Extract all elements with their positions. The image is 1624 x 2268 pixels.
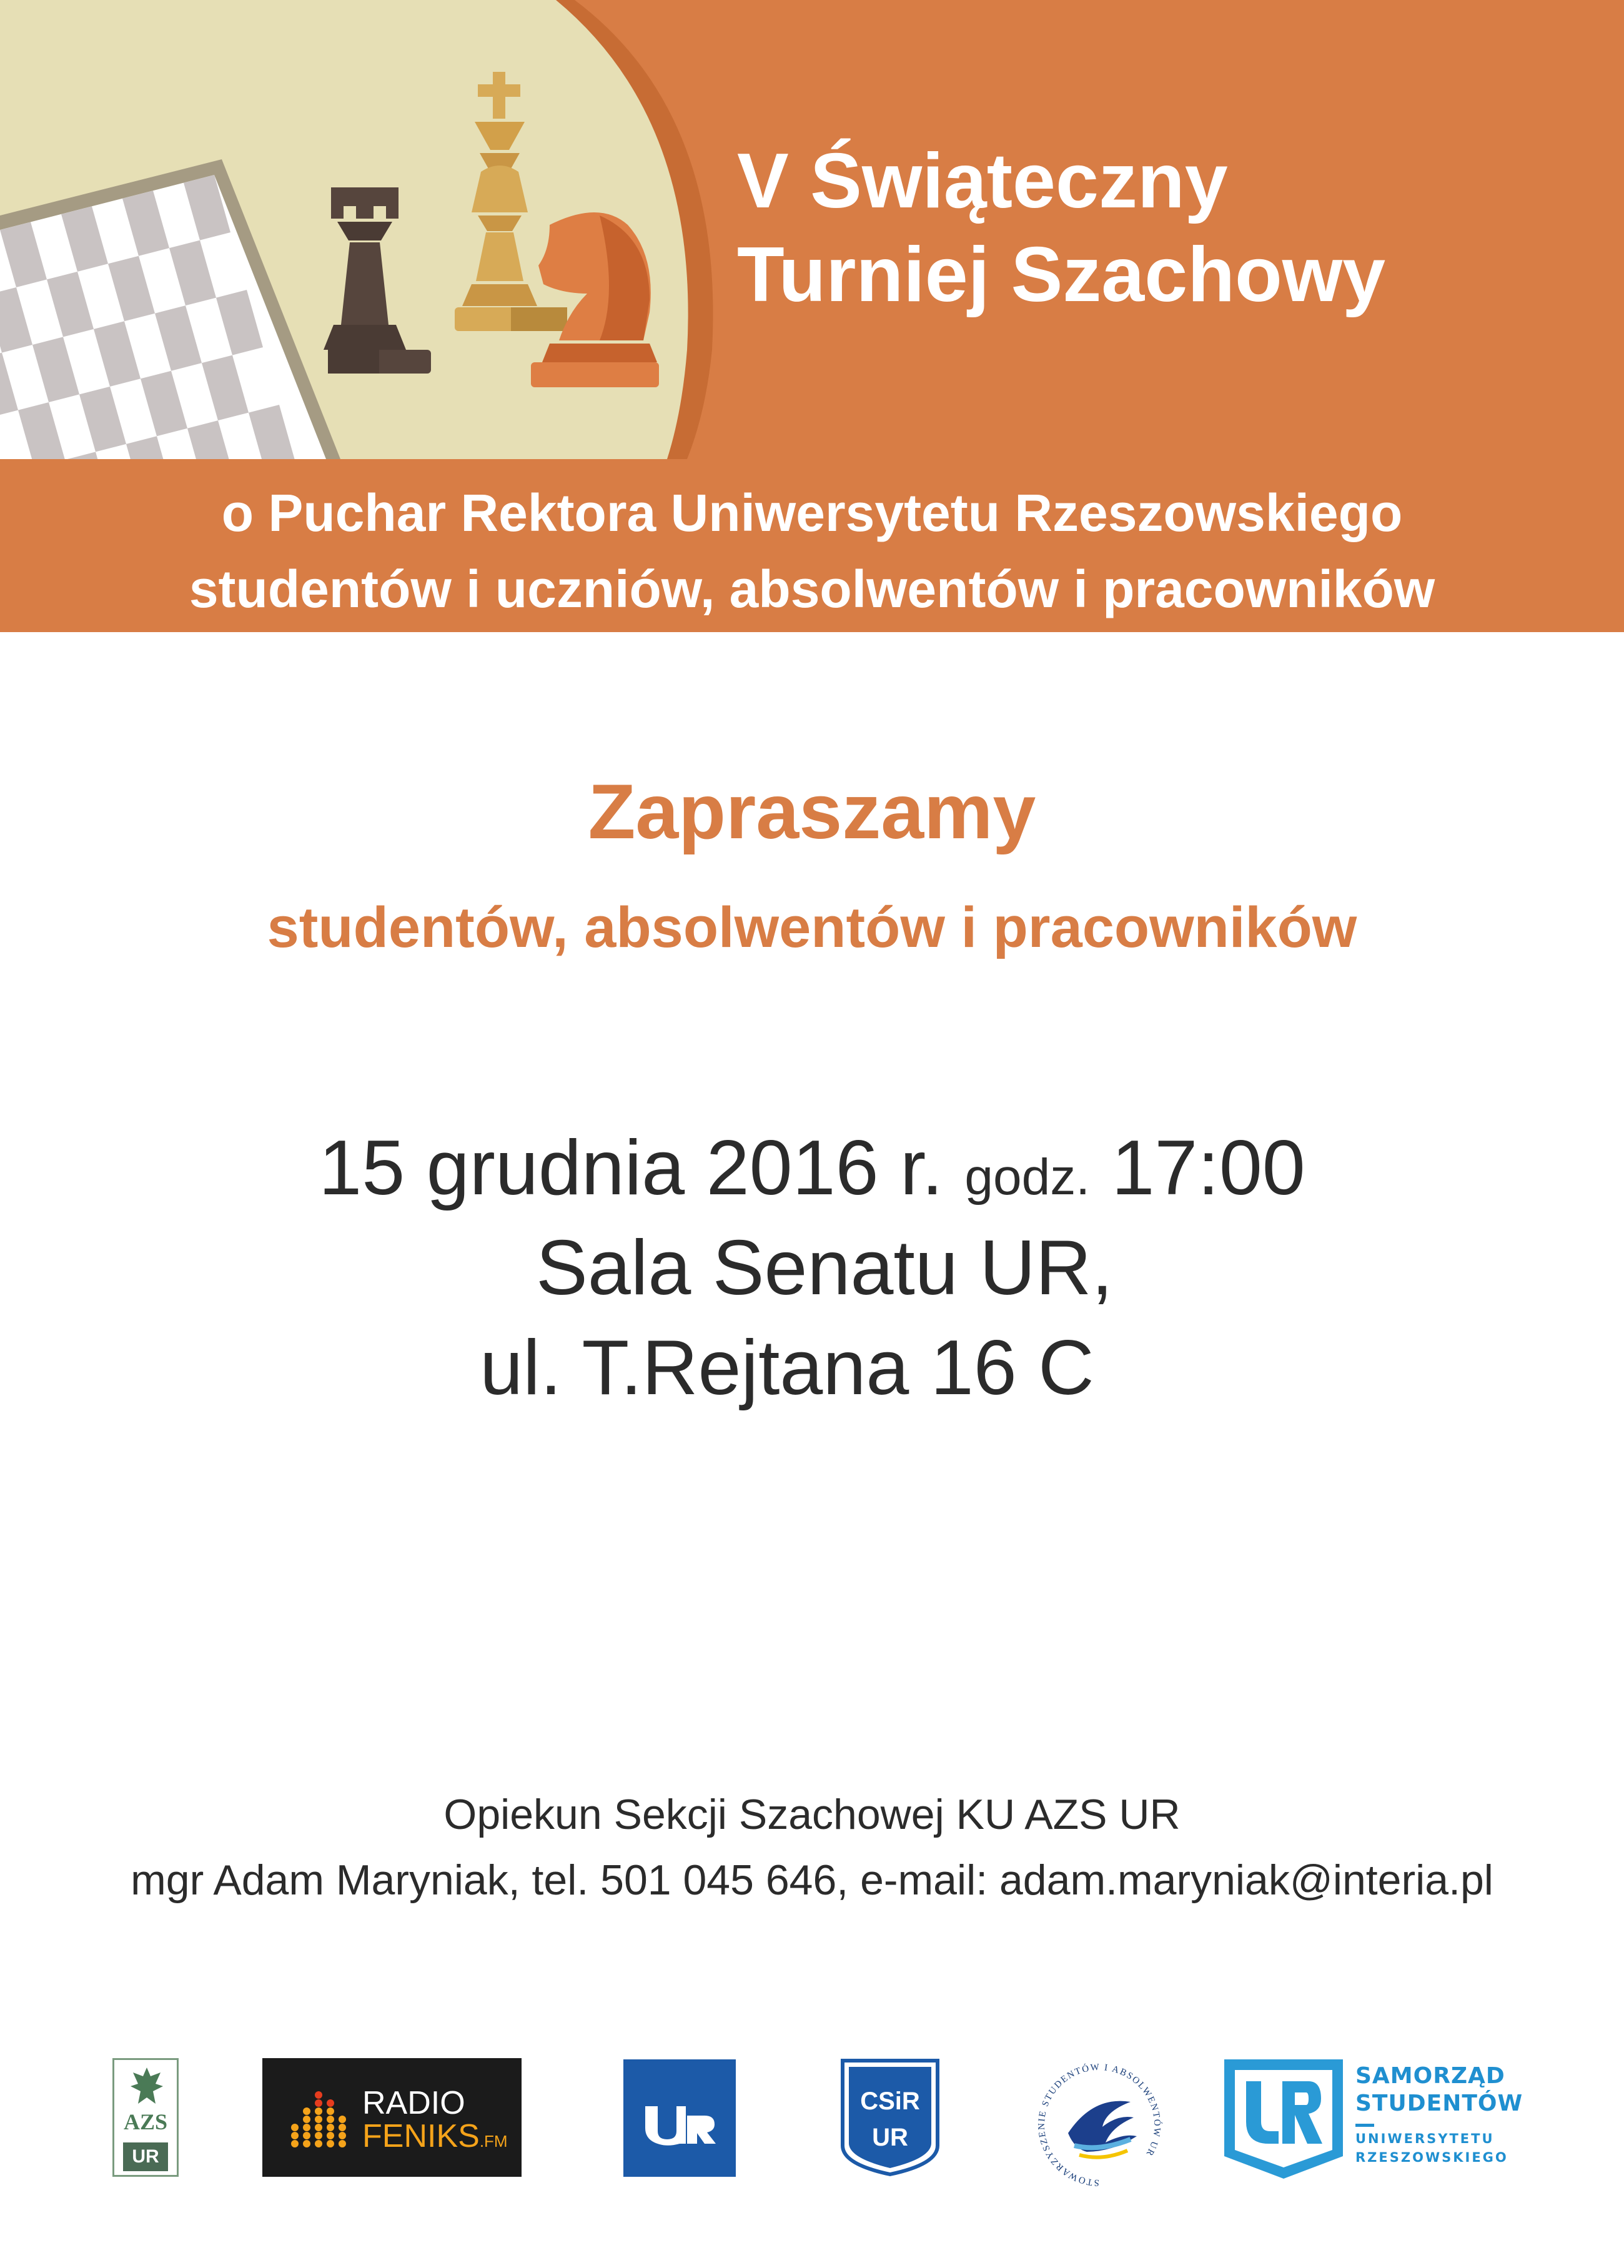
ur-logo [623,2059,736,2177]
event-time-label: godz. [964,1149,1090,1206]
ur-monogram-icon [642,2103,717,2147]
equalizer-dot [315,2091,322,2099]
stowarzyszenie-logo [1024,2058,1174,2189]
equalizer-dot [303,2124,310,2131]
feniks-label: FENIKS.FM [362,2118,508,2154]
samorzad-studentow-logo [1221,2056,1523,2181]
equalizer-dot [339,2124,346,2131]
stowarzyszenie-ring-text: STOWARZYSZENIE STUDENTÓW I ABSOLWENTÓW UR [1036,2062,1162,2188]
csir-ur-text: UR [872,2124,908,2151]
equalizer-dot [339,2116,346,2123]
tournament-title [737,134,1612,322]
samorzad-line-1: SAMORZĄD [1355,2063,1505,2089]
equalizer-dot [327,2140,334,2147]
event-time: 17:00 [1111,1125,1305,1211]
equalizer-dot [327,2107,334,2115]
equalizer-dot [303,2140,310,2147]
header-illustration [0,0,725,459]
equalizer-dot [315,2116,322,2123]
equalizer-dot [339,2140,346,2147]
radio-feniks-logo [262,2058,522,2177]
shield-icon [1221,2056,1346,2181]
equalizer-dot [315,2107,322,2115]
invitation-subheading: studentów, absolwentów i pracowników [267,896,1357,959]
event-date: 15 grudnia 2016 r. [319,1125,943,1211]
equalizer-dot [303,2107,310,2115]
azs-ur-badge: UR [123,2142,168,2171]
equalizer-dot [315,2132,322,2139]
samorzad-line-3: UNIWERSYTETU [1355,2131,1495,2146]
equalizer-dot [291,2132,299,2139]
radio-label: RADIO [362,2085,465,2121]
equalizer-dot [327,2116,334,2123]
event-date-time [0,1118,1624,1227]
equalizer-dot [327,2132,334,2139]
event-venue: Sala Senatu UR, [536,1225,1113,1311]
equalizer-dot [291,2140,299,2147]
equalizer-dot [303,2116,310,2123]
equalizer-dot [303,2132,310,2139]
contact-title: Opiekun Sekcji Szachowej KU AZS UR [443,1791,1181,1838]
equalizer-dot [315,2140,322,2147]
equalizer-dot [327,2099,334,2107]
contact-details: mgr Adam Maryniak, tel. 501 045 646, e-mail: adam.maryniak@interia.pl [131,1856,1493,1904]
azs-text: AZS [123,2109,168,2134]
equalizer-dot [315,2099,322,2107]
equalizer-dot [291,2124,299,2131]
bird-icon [1068,2101,1137,2157]
equalizer-dot [339,2132,346,2139]
event-address: ul. T.Rejtana 16 C [480,1325,1094,1411]
title-line-2: Turniej Szachowy [737,232,1386,318]
csir-logo [840,2058,940,2177]
equalizer-dot [315,2124,322,2131]
samorzad-divider [1355,2124,1374,2127]
samorzad-line-4: RZESZOWSKIEGO [1355,2150,1508,2165]
azs-logo [112,2058,179,2177]
eagle-icon [128,2065,166,2109]
equalizer-dot [327,2124,334,2131]
subtitle-line-1: o Puchar Rektora Uniwersytetu Rzeszowskiego [221,483,1403,542]
header-banner [0,0,1624,632]
invitation-heading: Zapraszamy [588,769,1036,855]
subtitle-line-2: studentów i uczniów, absolwentów i pracowników [189,560,1435,618]
csir-text: CSiR [860,2087,920,2115]
tournament-subtitle [0,475,1624,627]
samorzad-line-2: STUDENTÓW [1355,2091,1523,2116]
title-line-1: V Świąteczny [737,138,1228,224]
equalizer-icon [287,2086,350,2149]
